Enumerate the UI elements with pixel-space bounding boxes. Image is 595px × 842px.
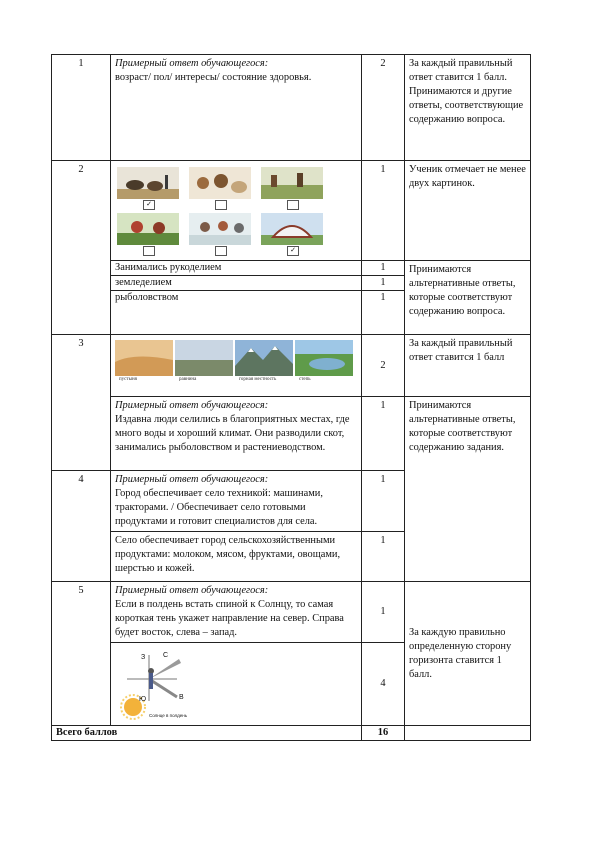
points-cell: 1 [362,161,405,261]
answer-label: Примерный ответ обучающегося: [115,474,269,485]
table-row [52,397,531,471]
answer-text: земледелием [111,276,362,291]
picture-crafts [189,167,251,210]
checkbox[interactable] [215,246,227,256]
landscape-captions [115,376,357,384]
task-number: 5 [52,582,111,726]
picture-mountains [235,340,293,376]
total-label: Всего баллов [52,726,362,741]
checkbox[interactable]: ✓ [287,246,299,256]
task-number: 3 [52,335,111,471]
answer-text: Если в полдень встать спиной к Солнцу, то самая короткая тень укажет направление на север. Справа будет восток, слева – запад. [115,599,344,638]
checkbox[interactable] [215,200,227,210]
table-row [52,55,531,161]
criteria-text: За каждую правильно определенную сторону горизонта ставится 1 балл. [409,626,512,680]
picture-hunting [117,213,179,256]
east-label: В [179,694,184,701]
table-row-total [52,726,531,741]
criteria-cell: За каждый правильный ответ ставится 1 балл. Принимаются и другие ответы, соответствующие содержанию вопроса. [405,55,531,161]
answer-text: возраст/ пол/ интересы/ состояние здоровья. [115,72,312,83]
landscape-pictures [115,337,357,376]
task-number: 1 [52,55,111,161]
occupation-pictures [115,163,357,258]
answer-text: Занимались рукоделием [111,261,362,276]
table-row [52,161,531,261]
criteria-cell: Принимаются альтернативные ответы, которые соответствуют содержанию вопроса. [405,261,531,335]
table-row [52,582,531,643]
table-row [52,335,531,397]
criteria-cell: Ученик отмечает не менее двух картинок. [405,161,531,261]
north-label: С [163,652,169,659]
criteria-cell: За каждый правильный ответ ставится 1 балл [405,335,531,397]
checkbox[interactable] [287,200,299,210]
points-cell: 4 [362,643,405,726]
points-cell: 1 [362,291,405,335]
task-number: 4 [52,471,111,582]
caption-mountains: горная местность [239,377,277,382]
checkbox[interactable]: ✓ [143,200,155,210]
shadow-compass-figure [119,649,199,721]
points-cell: 1 [362,261,405,276]
points-cell: 1 [362,532,405,582]
checkbox[interactable] [143,246,155,256]
caption-steppe: степь [299,377,311,382]
points-cell: 2 [362,335,405,397]
answer-cell [111,471,362,532]
answer-text: Город обеспечивает село техникой: машинами, тракторами. / Обеспечивает село готовыми продуктами и готовит специалистов для села. [115,488,323,527]
answer-cell [111,397,362,471]
points-cell: 1 [362,471,405,532]
south-label: Ю [139,696,147,703]
answer-text: Издавна люди селились в благоприятных местах, где много воды и хороший климат. Они разводили скот, занимались рыболовством и растениеводством. [115,414,350,453]
caption-desert: пустыня [119,377,137,382]
answer-label: Примерный ответ обучающегося: [115,58,269,69]
picture-desert [115,340,173,376]
answer-label: Примерный ответ обучающегося: [115,400,269,411]
answer-key-table [51,54,531,741]
points-cell: 1 [362,582,405,643]
total-points: 16 [362,726,405,741]
image-answer-cell [111,161,362,261]
points-cell: 2 [362,55,405,161]
image-answer-cell [111,335,362,397]
criteria-cell: Принимаются альтернативные ответы, которые соответствуют содержанию задания. [405,397,531,582]
picture-herding [117,167,179,210]
answer-label: Примерный ответ обучающегося: [115,585,269,596]
task-number: 2 [52,161,111,335]
picture-yurt [261,213,323,256]
caption-plain: равнина [179,377,197,382]
points-cell: 1 [362,397,405,471]
answer-text: Село обеспечивает город сельскохозяйственными продуктами: молоком, мясом, фруктами, овощами, шерстью и кожей. [111,532,362,582]
table-row [52,261,531,276]
total-empty-cell [405,726,531,741]
west-label: З [141,654,146,661]
points-cell: 1 [362,276,405,291]
answer-text: рыболовством [111,291,362,335]
picture-fishing [189,213,251,256]
answer-cell [111,582,362,643]
answer-cell [111,55,362,161]
compass-image-cell [111,643,362,726]
picture-farming [261,167,323,210]
picture-steppe [295,340,353,376]
criteria-cell [405,582,531,726]
picture-plain [175,340,233,376]
sun-caption: Солнце в полдень [149,713,188,718]
